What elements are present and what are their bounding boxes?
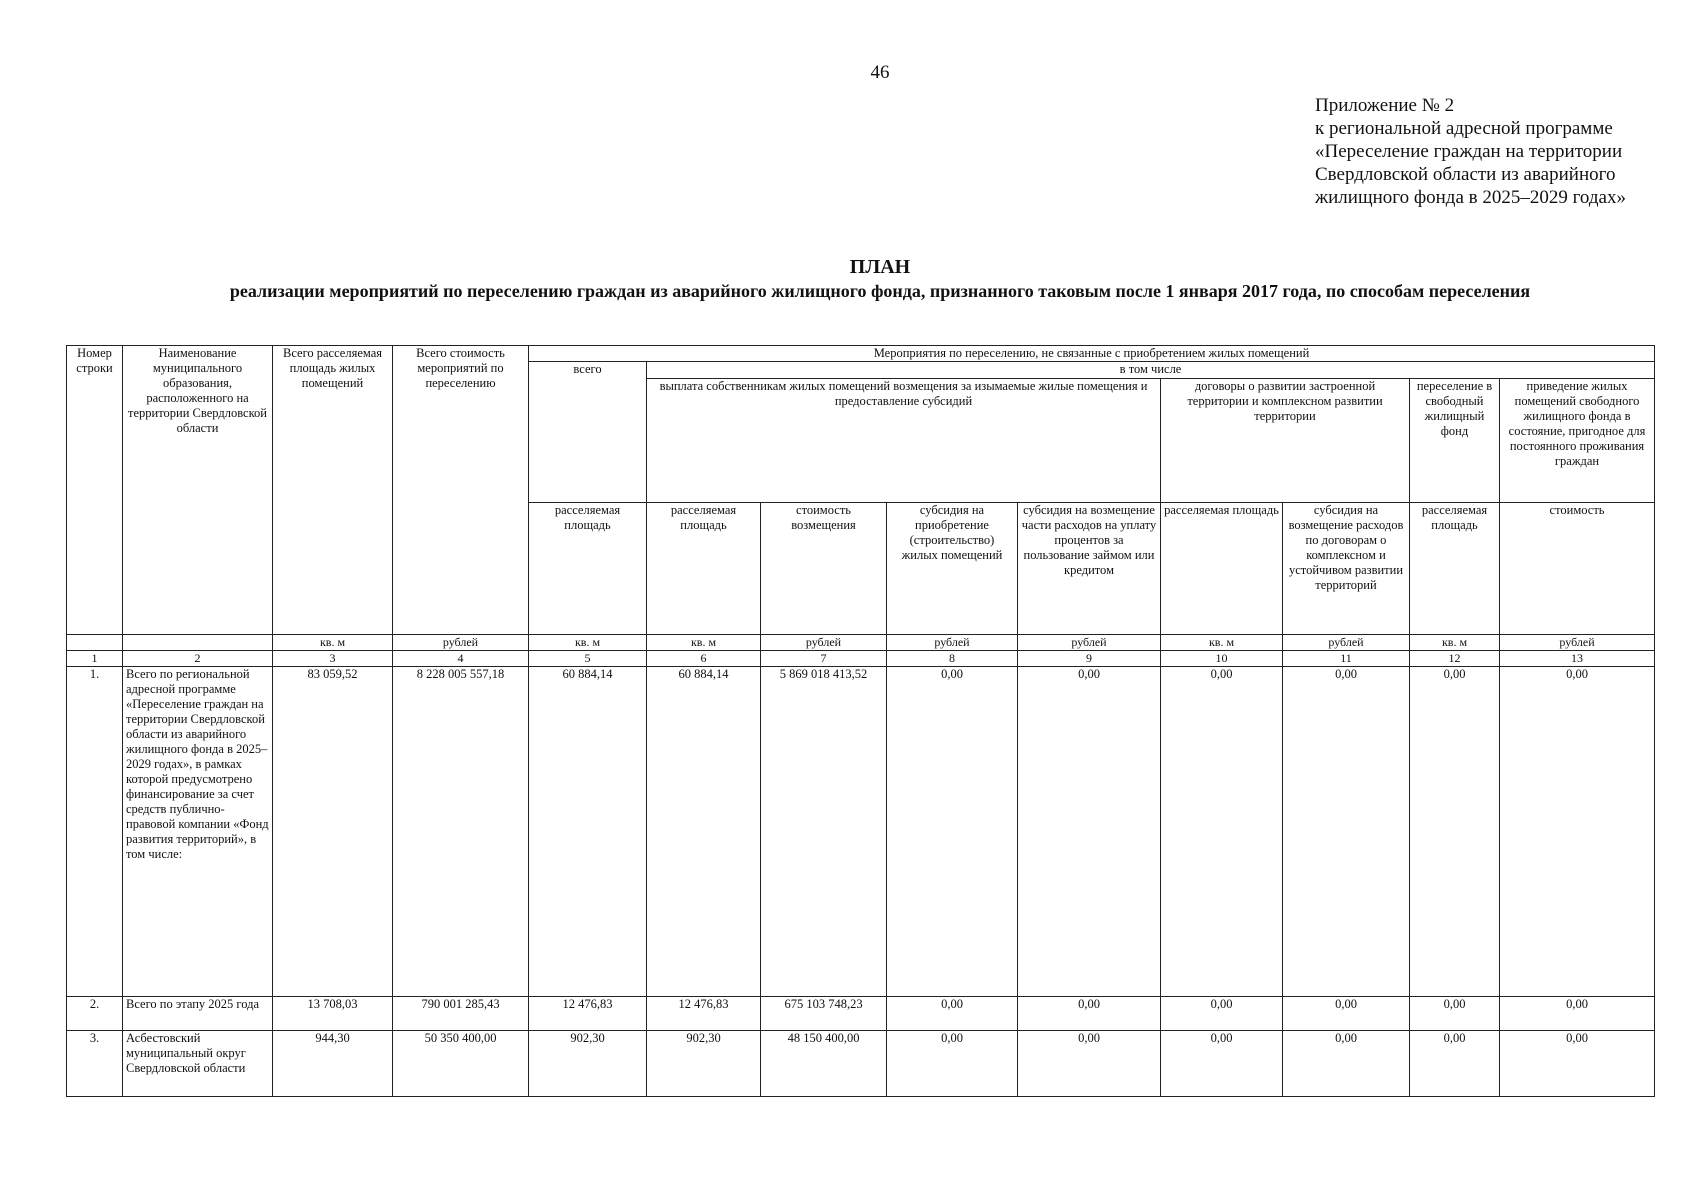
row-cell: 0,00: [1500, 667, 1655, 997]
row-cell: 12 476,83: [647, 997, 761, 1031]
row-cell: 0,00: [1018, 997, 1161, 1031]
column-number: 2: [123, 651, 273, 667]
row-cell: 5 869 018 413,52: [761, 667, 887, 997]
unit-cell: кв. м: [273, 635, 393, 651]
appendix-line: Свердловской области из аварийного: [1315, 164, 1616, 185]
header-agreements: договоры о развитии застроенной территории и комплексном развитии территории: [1161, 379, 1410, 503]
header-not-related: Мероприятия по переселению, не связанные с приобретением жилых помещений: [529, 346, 1655, 362]
row-cell: 0,00: [1161, 997, 1283, 1031]
header-total: всего: [529, 362, 647, 503]
column-number: 5: [529, 651, 647, 667]
row-cell: 13 708,03: [273, 997, 393, 1031]
row-cell: 8 228 005 557,18: [393, 667, 529, 997]
table-row: [67, 667, 1655, 997]
row-cell: 0,00: [1161, 1031, 1283, 1097]
column-number: 1: [67, 651, 123, 667]
subheader-area-agreements: расселяемая площадь: [1161, 503, 1283, 635]
row-cell: 0,00: [1283, 1031, 1410, 1097]
header-row: [67, 346, 1655, 362]
unit-cell: рублей: [393, 635, 529, 651]
unit-cell: кв. м: [529, 635, 647, 651]
unit-cell: рублей: [761, 635, 887, 651]
subheader-subsidy-interest: субсидия на возмещение части расходов на уплату процентов за пользование займом или кредитом: [1018, 503, 1161, 635]
row-number: 3.: [67, 1031, 123, 1097]
appendix-line: «Переселение граждан на территории: [1315, 141, 1623, 162]
appendix-line: к региональной адресной программе: [1315, 118, 1613, 139]
row-cell: 0,00: [1500, 997, 1655, 1031]
unit-cell: рублей: [887, 635, 1018, 651]
table-row: [67, 1031, 1655, 1097]
units-empty-cell: [67, 635, 123, 651]
subheader-subsidy-purchase: субсидия на приобретение (строительство) жилых помещений: [887, 503, 1018, 635]
column-number: 7: [761, 651, 887, 667]
row-cell: 12 476,83: [529, 997, 647, 1031]
column-number: 9: [1018, 651, 1161, 667]
unit-cell: кв. м: [647, 635, 761, 651]
header-including: в том числе: [647, 362, 1655, 379]
units-empty-cell: [123, 635, 273, 651]
column-number: 8: [887, 651, 1018, 667]
column-number: 6: [647, 651, 761, 667]
appendix-line: жилищного фонда в 2025–2029 годах»: [1315, 187, 1626, 208]
appendix-line: Приложение № 2: [1315, 95, 1455, 116]
subheader-area-free: расселяемая площадь: [1410, 503, 1500, 635]
header-payment: выплата собственникам жилых помещений возмещения за изымаемые жилые помещения и предоставление субсидий: [647, 379, 1161, 503]
row-municipality: Асбестовский муниципальный округ Свердловской области: [123, 1031, 273, 1097]
column-number: 12: [1410, 651, 1500, 667]
row-municipality: Всего по региональной адресной программе «Переселение граждан на территории Свердловской области из аварийного жилищного фонда в 2025–2029 годах», в рамках которой предусмотрено финансирование за счет средств публично-правовой компании «Фонд развития территорий», в том числе:: [123, 667, 273, 997]
row-cell: 944,30: [273, 1031, 393, 1097]
column-number: 3: [273, 651, 393, 667]
header-total-cost: Всего стоимость мероприятий по переселению: [393, 346, 529, 635]
table-row: [67, 997, 1655, 1031]
column-number: 4: [393, 651, 529, 667]
row-cell: 902,30: [647, 1031, 761, 1097]
row-cell: 50 350 400,00: [393, 1031, 529, 1097]
plan-table: [66, 345, 1655, 1097]
row-cell: 0,00: [1410, 667, 1500, 997]
row-number: 1.: [67, 667, 123, 997]
row-cell: 902,30: [529, 1031, 647, 1097]
units-row: [67, 635, 1655, 651]
row-cell: 0,00: [1500, 1031, 1655, 1097]
header-free-fund: переселение в свободный жилищный фонд: [1410, 379, 1500, 503]
subheader-area-total: расселяемая площадь: [529, 503, 647, 635]
row-cell: 675 103 748,23: [761, 997, 887, 1031]
page-number: 46: [870, 62, 890, 83]
unit-cell: рублей: [1018, 635, 1161, 651]
subheader-cost-restoration: стоимость: [1500, 503, 1655, 635]
header-restoration: приведение жилых помещений свободного жилищного фонда в состояние, пригодное для постоянного проживания граждан: [1500, 379, 1655, 503]
unit-cell: кв. м: [1161, 635, 1283, 651]
header-row-number: Номер строки: [67, 346, 123, 635]
column-numbers-row: [67, 651, 1655, 667]
row-cell: 0,00: [1283, 667, 1410, 997]
column-number: 13: [1500, 651, 1655, 667]
row-cell: 0,00: [887, 1031, 1018, 1097]
row-cell: 0,00: [1161, 667, 1283, 997]
subheader-subsidy-agreements: субсидия на возмещение расходов по договорам о комплексном и устойчивом развитии территорий: [1283, 503, 1410, 635]
unit-cell: рублей: [1500, 635, 1655, 651]
row-cell: 0,00: [887, 667, 1018, 997]
row-number: 2.: [67, 997, 123, 1031]
document-subtitle: реализации мероприятий по переселению граждан из аварийного жилищного фонда, признанного таковым после 1 января 2017 года, по способам переселения: [229, 281, 1531, 301]
row-cell: 790 001 285,43: [393, 997, 529, 1031]
row-cell: 0,00: [1018, 667, 1161, 997]
row-cell: 60 884,14: [647, 667, 761, 997]
subheader-cost-compensation: стоимость возмещения: [761, 503, 887, 635]
row-cell: 0,00: [1410, 1031, 1500, 1097]
row-cell: 48 150 400,00: [761, 1031, 887, 1097]
row-municipality: Всего по этапу 2025 года: [123, 997, 273, 1031]
row-cell: 60 884,14: [529, 667, 647, 997]
subheader-area-payment: расселяемая площадь: [647, 503, 761, 635]
row-cell: 0,00: [1283, 997, 1410, 1031]
row-cell: 0,00: [1018, 1031, 1161, 1097]
column-number: 10: [1161, 651, 1283, 667]
row-cell: 0,00: [887, 997, 1018, 1031]
header-municipality: Наименование муниципального образования, расположенного на территории Свердловской области: [123, 346, 273, 635]
row-cell: 0,00: [1410, 997, 1500, 1031]
column-number: 11: [1283, 651, 1410, 667]
unit-cell: кв. м: [1410, 635, 1500, 651]
row-cell: 83 059,52: [273, 667, 393, 997]
document-title: ПЛАН: [849, 256, 911, 278]
appendix-note: [1315, 94, 1626, 209]
header-total-area: Всего расселяемая площадь жилых помещений: [273, 346, 393, 635]
unit-cell: рублей: [1283, 635, 1410, 651]
